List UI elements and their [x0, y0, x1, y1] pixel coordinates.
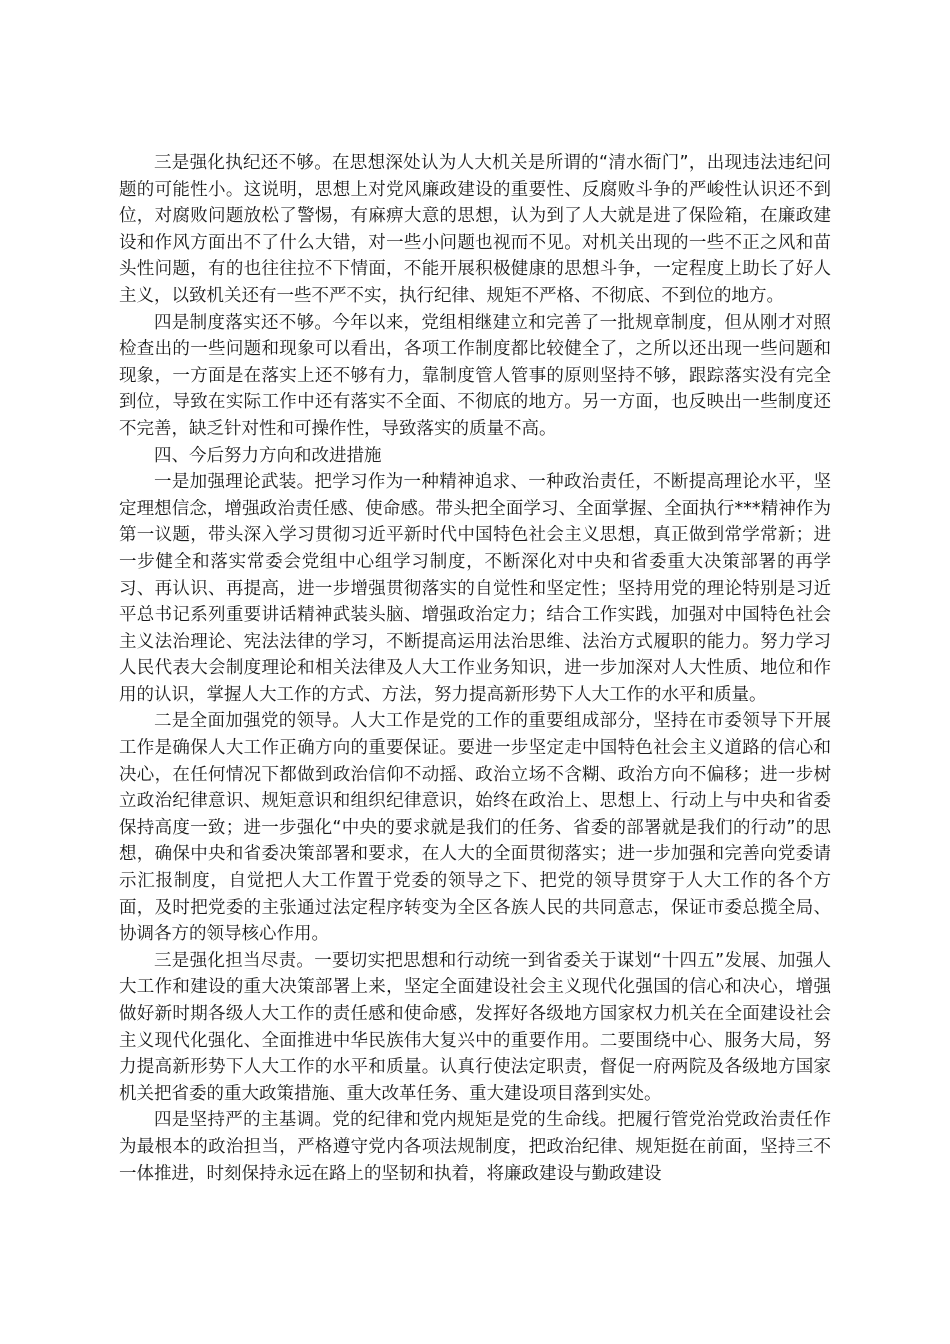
paragraph-party-leadership: 二是全面加强党的领导。人大工作是党的工作的重要组成部分，坚持在市委领导下开展工作是确保人大工作正确方向的重要保证。要进一步坚定走中国特色社会主义道路的信心和决心，在任何情况下都做到政治信仰不动摇、政治立场不含糊、政治方向不偏移；进一步树立政治纪律意识、规矩意识和组织纪律意识，始终在政治上、思想上、行动上与中央和省委保持高度一致；进一步强化“中央的要求就是我们的任务、省委的部署就是我们的行动”的思想，确保中央和省委决策部署和要求，在人大的全面贯彻落实；进一步加强和完善向党委请示汇报制度，自觉把人大工作置于党委的领导之下、把党的领导贯穿于人大工作的各个方面，及时把党委的主张通过法定程序转变为全区各族人民的共同意志，保证市委总揽全局、协调各方的领导核心作用。	[119, 711, 831, 945]
paragraph-enforcement-discipline: 三是强化执纪还不够。在思想深处认为人大机关是所谓的“清水衙门”，出现违法违纪问题的可能性小。这说明，思想上对党风廉政建设的重要性、反腐败斗争的严峻性认识还不到位，对腐败问题放松了警惕，有麻痹大意的思想，认为到了人大就是进了保险箱，在廉政建设和作风方面出不了什么大错，对一些小问题也视而不见。对机关出现的一些不正之风和苗头性问题，有的也往往拉不下情面，不能开展积极健康的思想斗争，一定程度上助长了好人主义，以致机关还有一些不严不实，执行纪律、规矩不严格、不彻底、不到位的地方。	[119, 153, 831, 306]
section-heading-improvement-measures: 四、今后努力方向和改进措施	[154, 445, 382, 466]
paragraph-responsibility: 三是强化担当尽责。一要切实把思想和行动统一到省委关于谋划“十四五”发展、加强人大工作和建设的重大决策部署上来，坚定全面建设社会主义现代化强国的信心和决心，增强做好新时期各级人大工作的责任感和使命感，发挥好各级地方国家权力机关在全面建设社会主义现代化强化、全面推进中华民族伟大复兴中的重要作用。二要围绕中心、服务大局，努力提高新形势下人大工作的水平和质量。认真行使法定职责，督促一府两院及各级地方国家机关把省委的重大政策措施、重大改革任务、重大建设项目落到实处。	[119, 950, 831, 1104]
document-body	[119, 150, 831, 1187]
paragraph-strict-tone: 四是坚持严的主基调。党的纪律和党内规矩是党的生命线。把履行管党治党政治责任作为最根本的政治担当，严格遵守党内各项法规制度，把政治纪律、规矩挺在前面，坚持三不一体推进，时刻保持永远在路上的坚韧和执着，将廉政建设与勤政建设	[119, 1110, 831, 1184]
paragraph-theory-study: 一是加强理论武装。把学习作为一种精神追求、一种政治责任，不断提高理论水平，坚定理想信念，增强政治责任感、使命感。带头把全面学习、全面掌握、全面执行***精神作为第一议题，带头深入学习贯彻习近平新时代中国特色社会主义思想，真正做到常学常新；进一步健全和落实常委会党组中心组学习制度，不断深化对中央和省委重大决策部署的再学习、再认识、再提高，进一步增强贯彻落实的自觉性和坚定性；坚持用党的理论特别是习近平总书记系列重要讲话精神武装头脑、增强政治定力；结合工作实践，加强对中国特色社会主义法治理论、宪法法律的学习，不断提高运用法治思维、法治方式履职的能力。努力学习人民代表大会制度理论和相关法律及人大工作业务知识，进一步加深对人大性质、地位和作用的认识，掌握人大工作的方式、方法，努力提高新形势下人大工作的水平和质量。	[119, 472, 831, 705]
paragraph-system-implementation: 四是制度落实还不够。今年以来，党组相继建立和完善了一批规章制度，但从刚才对照检查出的一些问题和现象可以看出，各项工作制度都比较健全了，之所以还出现一些问题和现象，一方面是在落实上还不够有力，靠制度管人管事的原则坚持不够，跟踪落实没有完全到位，导致在实际工作中还有落实不全面、不彻底的地方。另一方面，也反映出一些制度还不完善，缺乏针对性和可操作性，导致落实的质量不高。	[119, 312, 831, 439]
